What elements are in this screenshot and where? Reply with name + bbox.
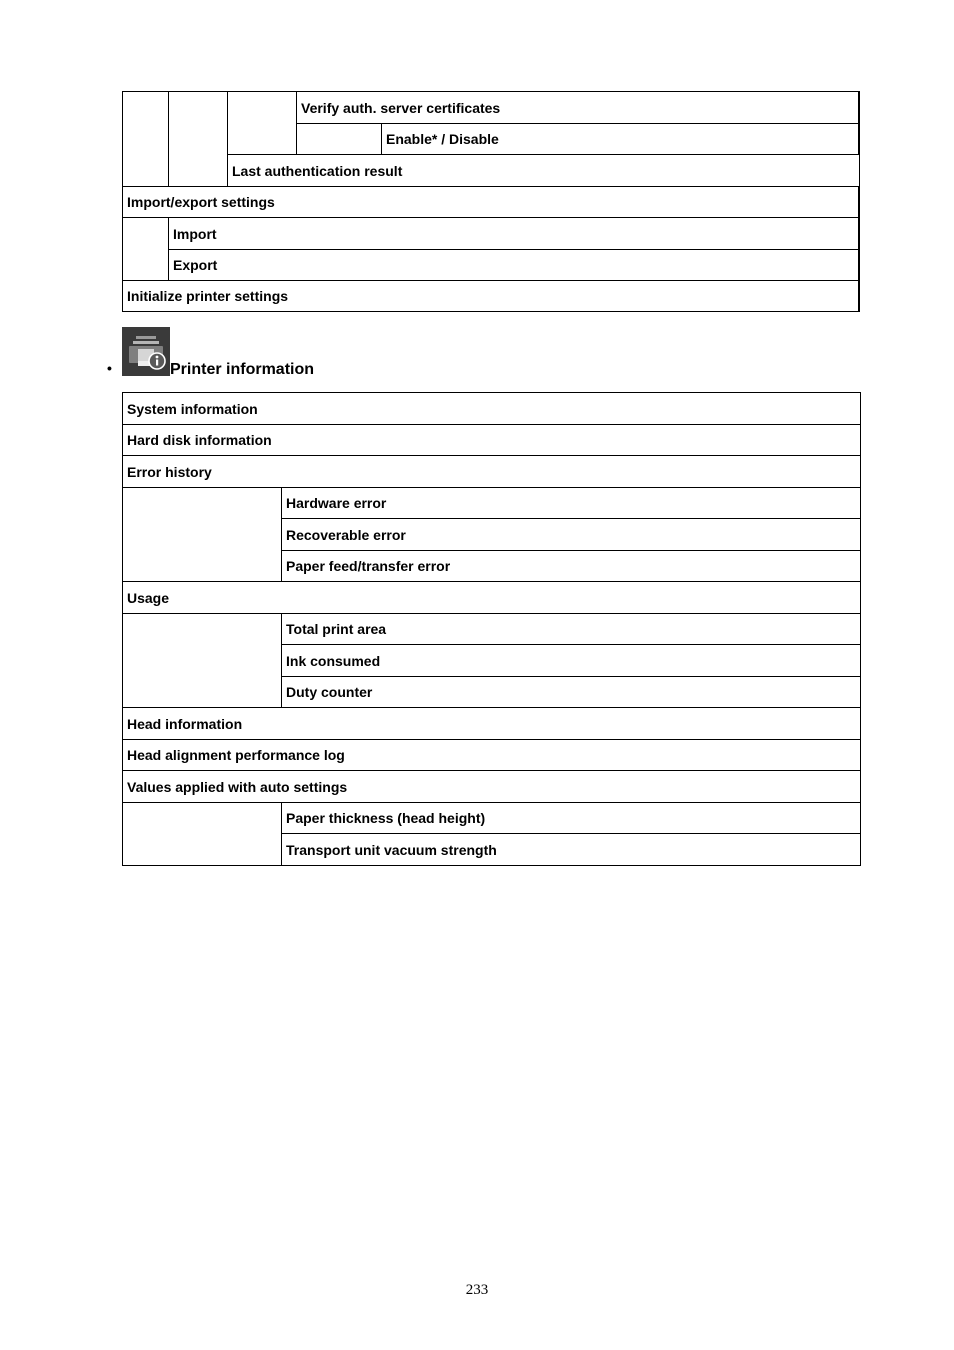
row-import-export-settings: Import/export settings [122, 186, 860, 218]
indent-cell-level3 [227, 91, 297, 155]
row-verify-auth-server-certificates: Verify auth. server certificates [296, 91, 860, 124]
indent-cell-auto-settings [122, 802, 282, 866]
row-head-information: Head information [122, 707, 861, 740]
bullet: • [107, 360, 112, 376]
indent-cell-level2 [168, 91, 228, 187]
indent-cell-level4 [296, 123, 382, 155]
row-values-applied-with-auto-settings: Values applied with auto settings [122, 770, 861, 803]
row-export: Export [168, 249, 860, 281]
row-paper-feed-transfer-error: Paper feed/transfer error [281, 550, 861, 582]
printer-info-icon [122, 327, 170, 376]
row-transport-unit-vacuum-strength: Transport unit vacuum strength [281, 833, 861, 866]
row-hardware-error: Hardware error [281, 487, 861, 519]
row-error-history: Error history [122, 455, 861, 488]
page-number: 233 [465, 1282, 489, 1298]
row-usage: Usage [122, 581, 861, 614]
row-last-authentication-result: Last authentication result [227, 154, 860, 187]
row-duty-counter: Duty counter [281, 676, 861, 708]
indent-cell-error-history [122, 487, 282, 582]
row-initialize-printer-settings: Initialize printer settings [122, 280, 860, 312]
row-total-print-area: Total print area [281, 613, 861, 645]
row-import: Import [168, 217, 860, 250]
section-title: Printer information [170, 361, 315, 378]
row-paper-thickness: Paper thickness (head height) [281, 802, 861, 834]
row-hard-disk-information: Hard disk information [122, 424, 861, 456]
indent-cell-import-export [122, 217, 169, 281]
indent-cell-level1 [122, 91, 169, 187]
row-enable-disable: Enable* / Disable [381, 123, 860, 155]
row-ink-consumed: Ink consumed [281, 644, 861, 677]
row-recoverable-error: Recoverable error [281, 518, 861, 551]
row-head-alignment-performance-log: Head alignment performance log [122, 739, 861, 771]
row-system-information: System information [122, 392, 861, 425]
indent-cell-usage [122, 613, 282, 708]
